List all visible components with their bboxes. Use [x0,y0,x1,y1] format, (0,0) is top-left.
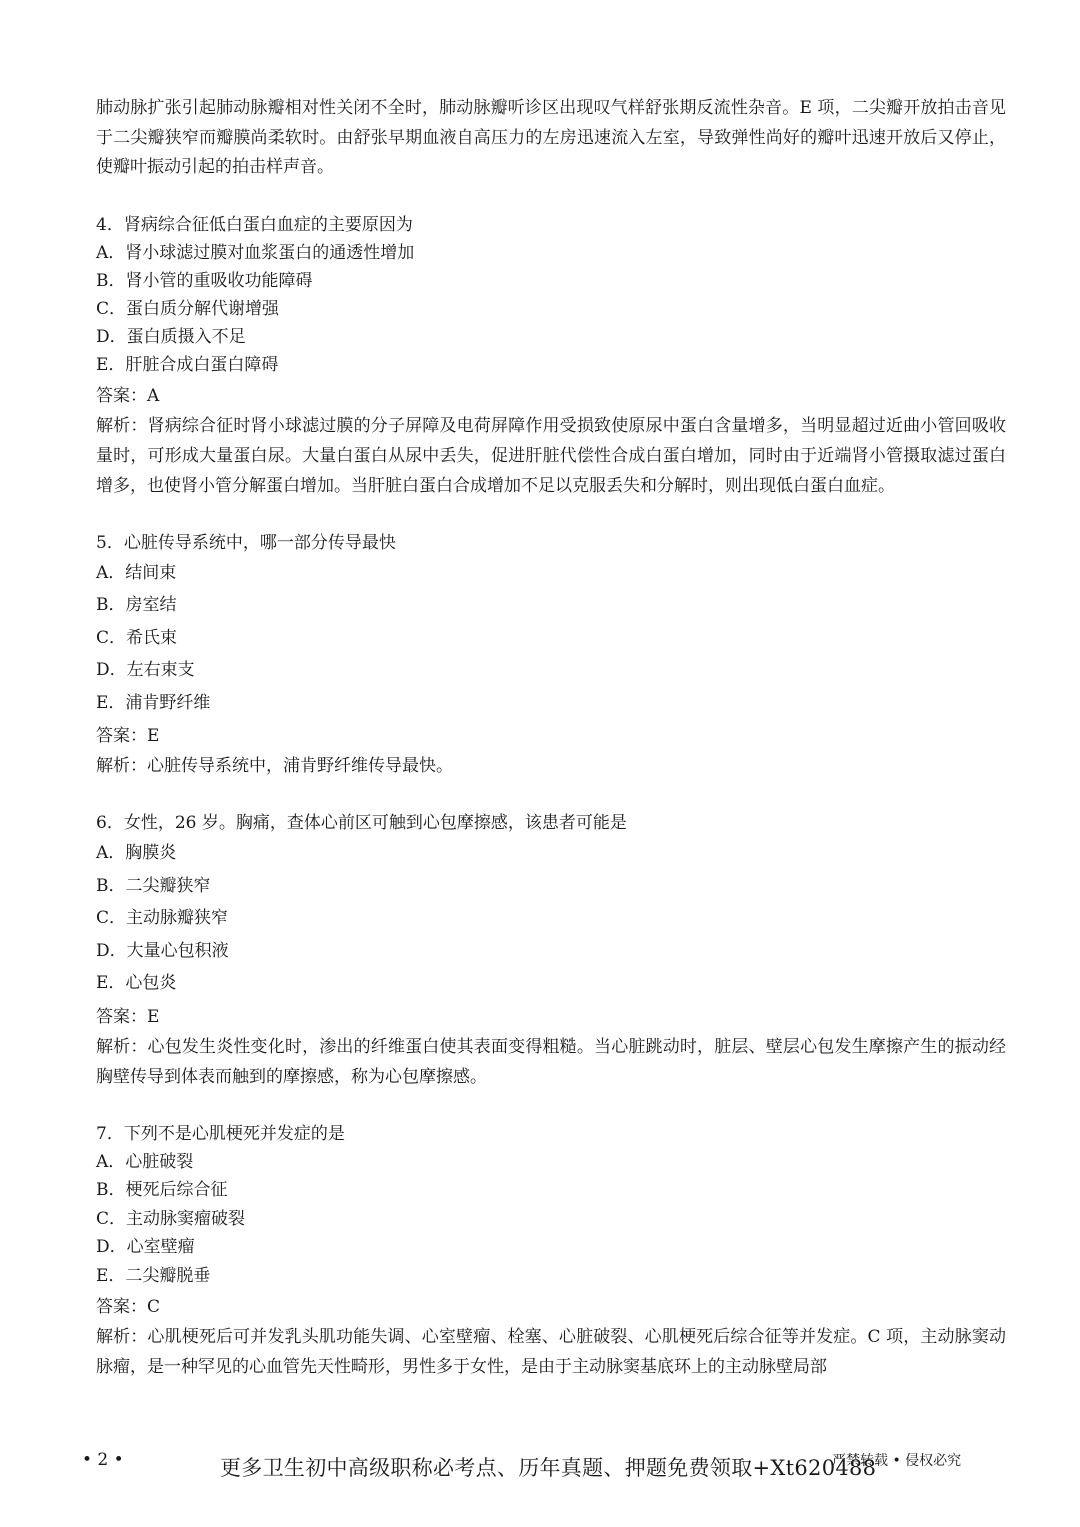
option-e: E．心包炎 [96,973,177,993]
option-c: C．主动脉瓣狭窄 [96,908,229,928]
copyright-notice: 严禁转载 • 侵权必究 [832,1453,962,1469]
question-4 [96,211,1006,501]
option-c: C．蛋白质分解代谢增强 [96,298,280,319]
option-a: A．肾小球滤过膜对血浆蛋白的通透性增加 [96,242,415,263]
explanation: 解析：肾病综合征时肾小球滤过膜的分子屏障及电荷屏障作用受损致使原尿中蛋白含量增多，当明显超过近曲小管回吸收量时，可形成大量蛋白尿。大量白蛋白从尿中丢失，促进肝脏代偿性合成白蛋白增加，同时由于近端肾小管摄取滤过蛋白增多，也使肾小管分解蛋白增加。当肝脏白蛋白合成增加不足以克服丢失和分解时，则出现低白蛋白血症。 [96,415,1006,496]
answer: 答案：E [96,1006,160,1027]
option-d: D．心室壁瘤 [96,1237,195,1257]
option-a: A．心脏破裂 [96,1151,194,1172]
answer: 答案：C [96,1297,161,1317]
option-e: E．肝脏合成白蛋白障碍 [96,354,279,375]
option-d: D．蛋白质摄入不足 [96,326,246,347]
page-number: • 2 • [82,1450,124,1470]
explanation: 解析：心脏传导系统中，浦肯野纤维传导最快。 [96,756,453,776]
option-d: D．左右束支 [96,660,195,680]
option-b: B．梗死后综合征 [96,1180,228,1200]
promo-text: 更多卫生初中高级职称必考点、历年真题、押题免费领取+Xt620488 [220,1456,877,1480]
option-b: B．房室结 [96,595,177,615]
question-title: 4．肾病综合征低白蛋白血症的主要原因为 [96,214,413,235]
explanation: 解析：心包发生炎性变化时，渗出的纤维蛋白使其表面变得粗糙。当心脏跳动时，脏层、壁层心包发生摩擦产生的振动经胸壁传导到体表而触到的摩擦感，称为心包摩擦感。 [96,1036,1006,1087]
option-e: E．浦肯野纤维 [96,692,211,713]
explanation: 解析：心肌梗死后可并发乳头肌功能失调、心室壁瘤、栓塞、心脏破裂、心肌梗死后综合征等并发症。C 项，主动脉窦动脉瘤，是一种罕见的心血管先天性畸形，男性多于女性，是由于主动脉窦基底环上的主动脉壁局部 [96,1327,1006,1377]
answer: 答案：E [96,726,160,746]
page-footer [0,1450,1080,1490]
answer: 答案：A [96,385,160,406]
option-b: B．二尖瓣狭窄 [96,875,211,896]
question-title: 5．心脏传导系统中，哪一部分传导最快 [96,532,396,553]
option-c: C．希氏束 [96,627,178,648]
document-body [96,94,1006,1382]
question-title: 7．下列不是心肌梗死并发症的是 [96,1123,345,1144]
option-d: D．大量心包积液 [96,940,229,961]
option-b: B．肾小管的重吸收功能障碍 [96,270,313,291]
option-a: A．结间束 [96,562,177,583]
question-title: 6．女性，26 岁。胸痛，查体心前区可触到心包摩擦感，该患者可能是 [96,813,627,833]
question-6 [96,809,1006,1092]
question-5 [96,529,1006,782]
intro-paragraph: 肺动脉扩张引起肺动脉瓣相对性关闭不全时，肺动脉瓣听诊区出现叹气样舒张期反流性杂音。E 项，二尖瓣开放拍击音见于二尖瓣狭窄而瓣膜尚柔软时。由舒张早期血液自高压力的左房迅速流入左室，导致弹性尚好的瓣叶迅速开放后又停止，使瓣叶振动引起的拍击样声音。 [96,98,1006,177]
question-7 [96,1120,1006,1383]
option-c: C．主动脉窦瘤破裂 [96,1208,246,1229]
option-e: E．二尖瓣脱垂 [96,1265,211,1286]
option-a: A．胸膜炎 [96,843,177,863]
